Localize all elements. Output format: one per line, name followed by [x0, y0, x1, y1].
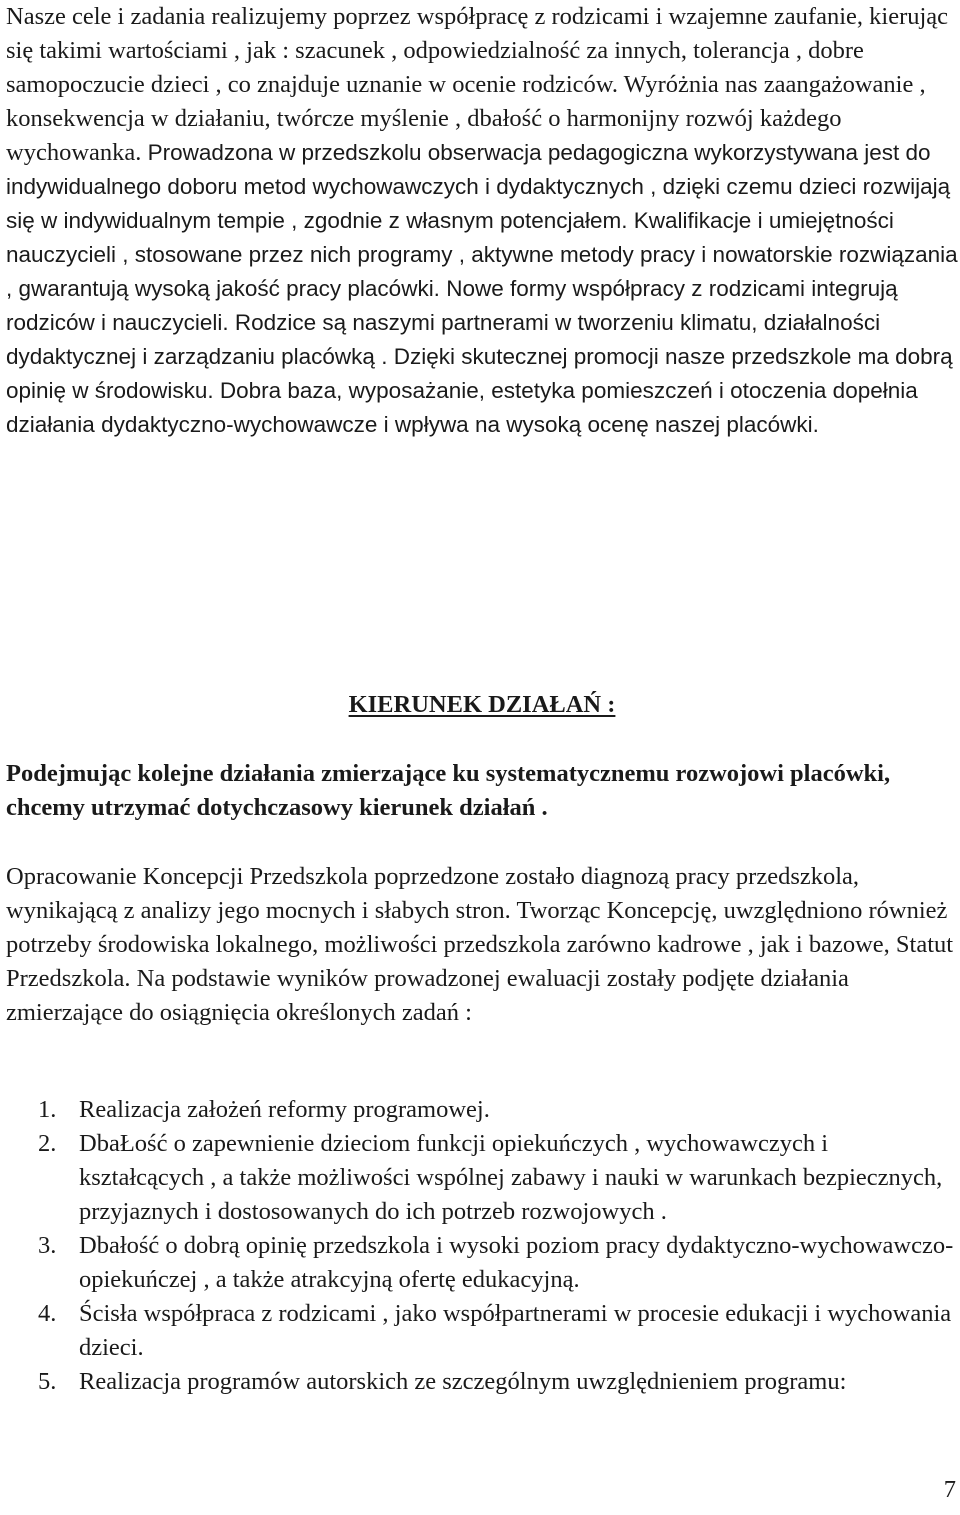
list-item [6, 1297, 958, 1365]
list-item-text: Realizacja programów autorskich ze szczególnym uwzględnieniem programu: [79, 1368, 847, 1395]
intro-paragraph-part3: Kwalifikacje i umiejętności nauczycieli , stosowane przez nich programy , aktywne metody pracy i nowatorskie rozwiązania , gwarantują wysoką jakość pracy placówki. Nowe formy współpracy z rodzicami integrują rodziców i nauczycieli. Rodzice są naszymi partnerami w tworzeniu klimatu, działalności dydaktycznej i zarządzaniu placówką . Dzięki skutecznej promocji nasze przedszkole ma dobrą opinię w środowisku. Dobra baza, wyposażanie, estetyka pomieszczeń i otoczenia dopełnia działania dydaktyczno-wychowawcze i wpływa na wysoką ocenę naszej placówki. [6, 208, 958, 437]
list-item [6, 1365, 958, 1399]
list-item-number: 2. [38, 1130, 57, 1157]
list-item-number: 4. [38, 1300, 57, 1327]
concept-paragraph: Opracowanie Koncepcji Przedszkola poprzedzone zostało diagnozą pracy przedszkola, wynikającą z analizy jego mocnych i słabych stron. Tworząc Koncepcję, uwzględniono również potrzeby środowiska lokalnego, możliwości przedszkola zarówno kadrowe , jak i bazowe, Statut Przedszkola. Na podstawie wyników prowadzonej ewaluacji zostały podjęte działania zmierzające do osiągnięcia określonych zadań : [6, 863, 954, 1026]
list-item-number: 5. [38, 1368, 57, 1395]
list-item-text: Dbałość o dobrą opinię przedszkola i wysoki poziom pracy dydaktyczno-wychowawczo-opiekuńczej , a także atrakcyjną ofertę edukacyjną. [79, 1232, 954, 1293]
intro-paragraph [6, 0, 958, 442]
list-item [6, 1127, 958, 1229]
list-item-text: Realizacja założeń reformy programowej. [79, 1096, 490, 1123]
intro-paragraph-part1: Nasze cele i zadania realizujemy poprzez współpracę z rodzicami i wzajemne zaufanie, kierując się takimi wartościami , jak : szacunek , odpowiedzialność za innych, tolerancja , dobre samopoczucie dzieci , co znajduje uznanie w ocenie rodziców. Wyróżnia nas zaangażowanie , konsekwencja w działaniu, twórcze myślenie , dbałość o harmonijny rozwój każdego wychowanka. [6, 3, 949, 166]
list-item [6, 1093, 958, 1127]
list-item-text: Ścisła współpraca z rodzicami , jako współpartnerami w procesie edukacji i wychowania dzieci. [79, 1300, 952, 1361]
goals-list [6, 1093, 958, 1399]
page-number: 7 [943, 1476, 956, 1503]
section-heading: KIERUNEK DZIAŁAŃ : [348, 691, 616, 718]
intro-paragraph-part2: Prowadzona w przedszkolu obserwacja pedagogiczna wykorzystywana jest do indywidualnego doboru metod wychowawczych i dydaktycznych , dzięki czemu dzieci rozwijają się w indywidualnym tempie , zgodnie z własnym potencjałem. [6, 140, 951, 233]
list-item [6, 1229, 958, 1297]
list-item-number: 1. [38, 1096, 57, 1123]
list-item-number: 3. [38, 1232, 57, 1259]
list-item-text: DbaŁość o zapewnienie dzieciom funkcji opiekuńczych , wychowawczych i kształcących , a także możliwości wspólnej zabawy i nauki w warunkach bezpiecznych, przyjaznych i dostosowanych do ich potrzeb rozwojowych . [79, 1130, 943, 1225]
bold-intro-paragraph: Podejmując kolejne działania zmierzające ku systematycznemu rozwojowi placówki, chcemy utrzymać dotychczasowy kierunek działań . [6, 760, 891, 821]
